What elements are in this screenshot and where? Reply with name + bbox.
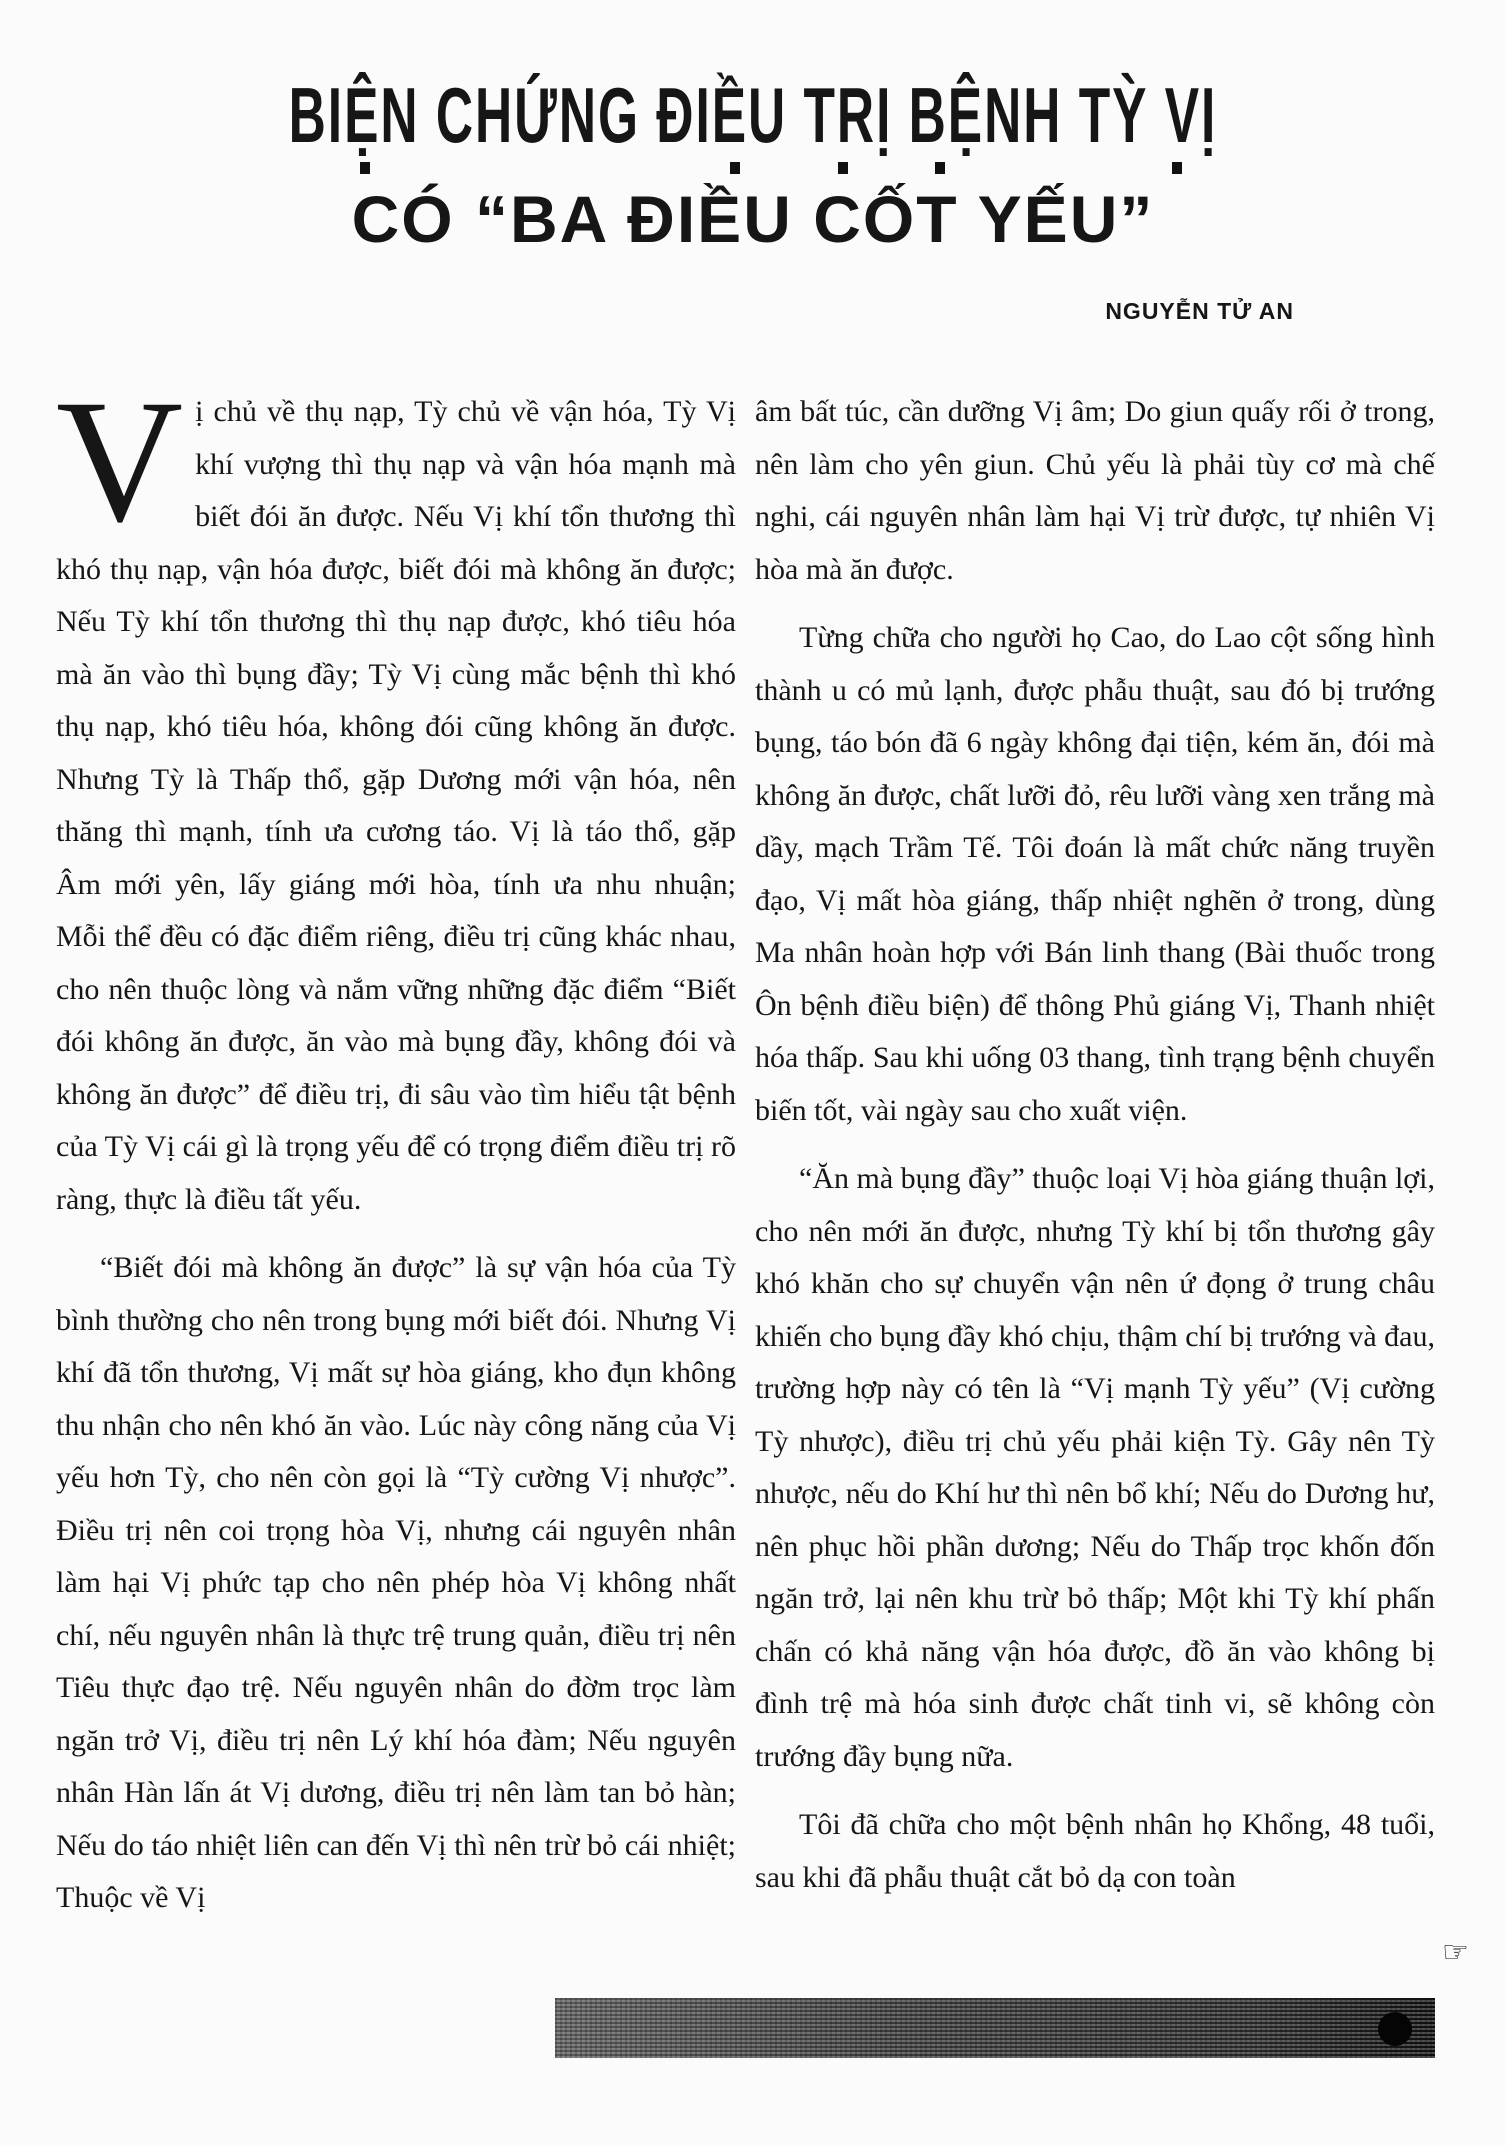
paragraph: âm bất túc, cần dưỡng Vị âm; Do giun quấy rối ở trong, nên làm cho yên giun. Chủ yếu là phải tùy cơ mà chế nghi, cái nguyên nhân làm hại Vị trừ được, tự nhiên Vị hòa mà ăn được.	[755, 395, 1435, 586]
article-title: BIỆN CHỨNG ĐIỀU TRỊ BỆNH TỲ VỊ	[288, 71, 1218, 159]
right-column	[755, 386, 1435, 1920]
footer-dot	[1378, 2012, 1412, 2046]
title-bullet	[730, 162, 740, 174]
paragraph: “Ăn mà bụng đầy” thuộc loại Vị hòa giáng thuận lợi, cho nên mới ăn được, nhưng Tỳ khí bị tổn thương gây khó khăn cho sự chuyển vận nên ứ đọng ở trung châu khiến cho bụng đầy khó chịu, thậm chí bị trướng và đau, trường hợp này có tên là “Vị mạnh Tỳ yếu” (Vị cường Tỳ nhược), điều trị chủ yếu phải kiện Tỳ. Gây nên Tỳ nhược, nếu do Khí hư thì nên bổ khí; Nếu do Dương hư, nên phục hồi phần dương; Nếu do Thấp trọc khốn đốn ngăn trở, lại nên khu trừ bỏ thấp; Một khi Tỳ khí phấn chấn có khả năng vận hóa được, đồ ăn vào không bị đình trệ mà hóa sinh được chất tinh vi, sẽ không còn trướng đầy bụng nữa.	[755, 1162, 1436, 1773]
drop-cap: V	[56, 364, 184, 559]
title-bullet	[1172, 162, 1182, 174]
article-subtitle: CÓ “BA ĐIỀU CỐT YẾU”	[351, 182, 1155, 256]
title-bullet	[935, 162, 945, 174]
paragraph: Tôi đã chữa cho một bệnh nhân họ Khổng, 48 tuổi, sau khi đã phẫu thuật cắt bỏ dạ con toàn	[755, 1808, 1435, 1894]
title-bullet	[360, 162, 370, 174]
author-name: NGUYỄN TỬ AN	[1105, 298, 1294, 324]
title-bullet	[838, 162, 848, 174]
pointing-hand-icon: ☞	[1442, 1935, 1469, 1970]
footer-bar	[555, 1998, 1435, 2058]
paragraph-text: ị chủ về thụ nạp, Tỳ chủ về vận hóa, Tỳ Vị khí vượng thì thụ nạp và vận hóa mạnh mà biết đói ăn được. Nếu Vị khí tổn thương thì khó thụ nạp, vận hóa được, biết đói mà không ăn được; Nếu Tỳ khí tổn thương thì thụ nạp được, khó tiêu hóa mà ăn vào thì bụng đầy; Tỳ Vị cùng mắc bệnh thì khó thụ nạp, khó tiêu hóa, không đói cũng không ăn được. Nhưng Tỳ là Thấp thổ, gặp Dương mới vận hóa, nên thăng thì mạnh, tính ưa cương táo. Vị là táo thổ, gặp Âm mới yên, lấy giáng mới hòa, tính ưa nhu nhuận; Mỗi thể đều có đặc điểm riêng, điều trị cũng khác nhau, cho nên thuộc lòng và nắm vững những đặc điểm “Biết đói không ăn được, ăn vào mà bụng đầy, không đói và không ăn được” để điều trị, đi sâu vào tìm hiểu tật bệnh của Tỳ Vị cái gì là trọng yếu để có trọng điểm điều trị rõ ràng, thực là điều tất yếu.	[56, 395, 736, 1216]
paragraph: Từng chữa cho người họ Cao, do Lao cột sống hình thành u có mủ lạnh, được phẫu thuật, sau đó bị trướng bụng, táo bón đã 6 ngày không đại tiện, kém ăn, đói mà không ăn được, chất lưỡi đỏ, rêu lưỡi vàng xen trắng mà dầy, mạch Trầm Tế. Tôi đoán là mất chức năng truyền đạo, Vị mất hòa giáng, thấp nhiệt nghẽn ở trong, dùng Ma nhân hoàn hợp với Bán linh thang (Bài thuốc trong Ôn bệnh điều biện) để thông Phủ giáng Vị, Thanh nhiệt hóa thấp. Sau khi uống 03 thang, tình trạng bệnh chuyển biến tốt, vài ngày sau cho xuất viện.	[755, 621, 1435, 1127]
left-column	[56, 364, 736, 1941]
paragraph: “Biết đói mà không ăn được” là sự vận hóa của Tỳ bình thường cho nên trong bụng mới biết đói. Nhưng Vị khí đã tổn thương, Vị mất sự hòa giáng, kho đụn không thu nhận cho nên khó ăn vào. Lúc này công năng của Vị yếu hơn Tỳ, cho nên còn gọi là “Tỳ cường Vị nhược”. Điều trị nên coi trọng hòa Vị, nhưng cái nguyên nhân làm hại Vị phức tạp cho nên phép hòa Vị không nhất chí, nếu nguyên nhân là thực trệ trung quản, điều trị nên Tiêu thực đạo trệ. Nếu nguyên nhân do đờm trọc làm ngăn trở Vị, điều trị nên Lý khí hóa đàm; Nếu nguyên nhân Hàn lấn át Vị dương, điều trị nên làm tan bỏ hàn; Nếu do táo nhiệt liên can đến Vị thì nên trừ bỏ cái nhiệt; Thuộc về Vị	[56, 1251, 736, 1914]
paragraph	[56, 364, 736, 1226]
